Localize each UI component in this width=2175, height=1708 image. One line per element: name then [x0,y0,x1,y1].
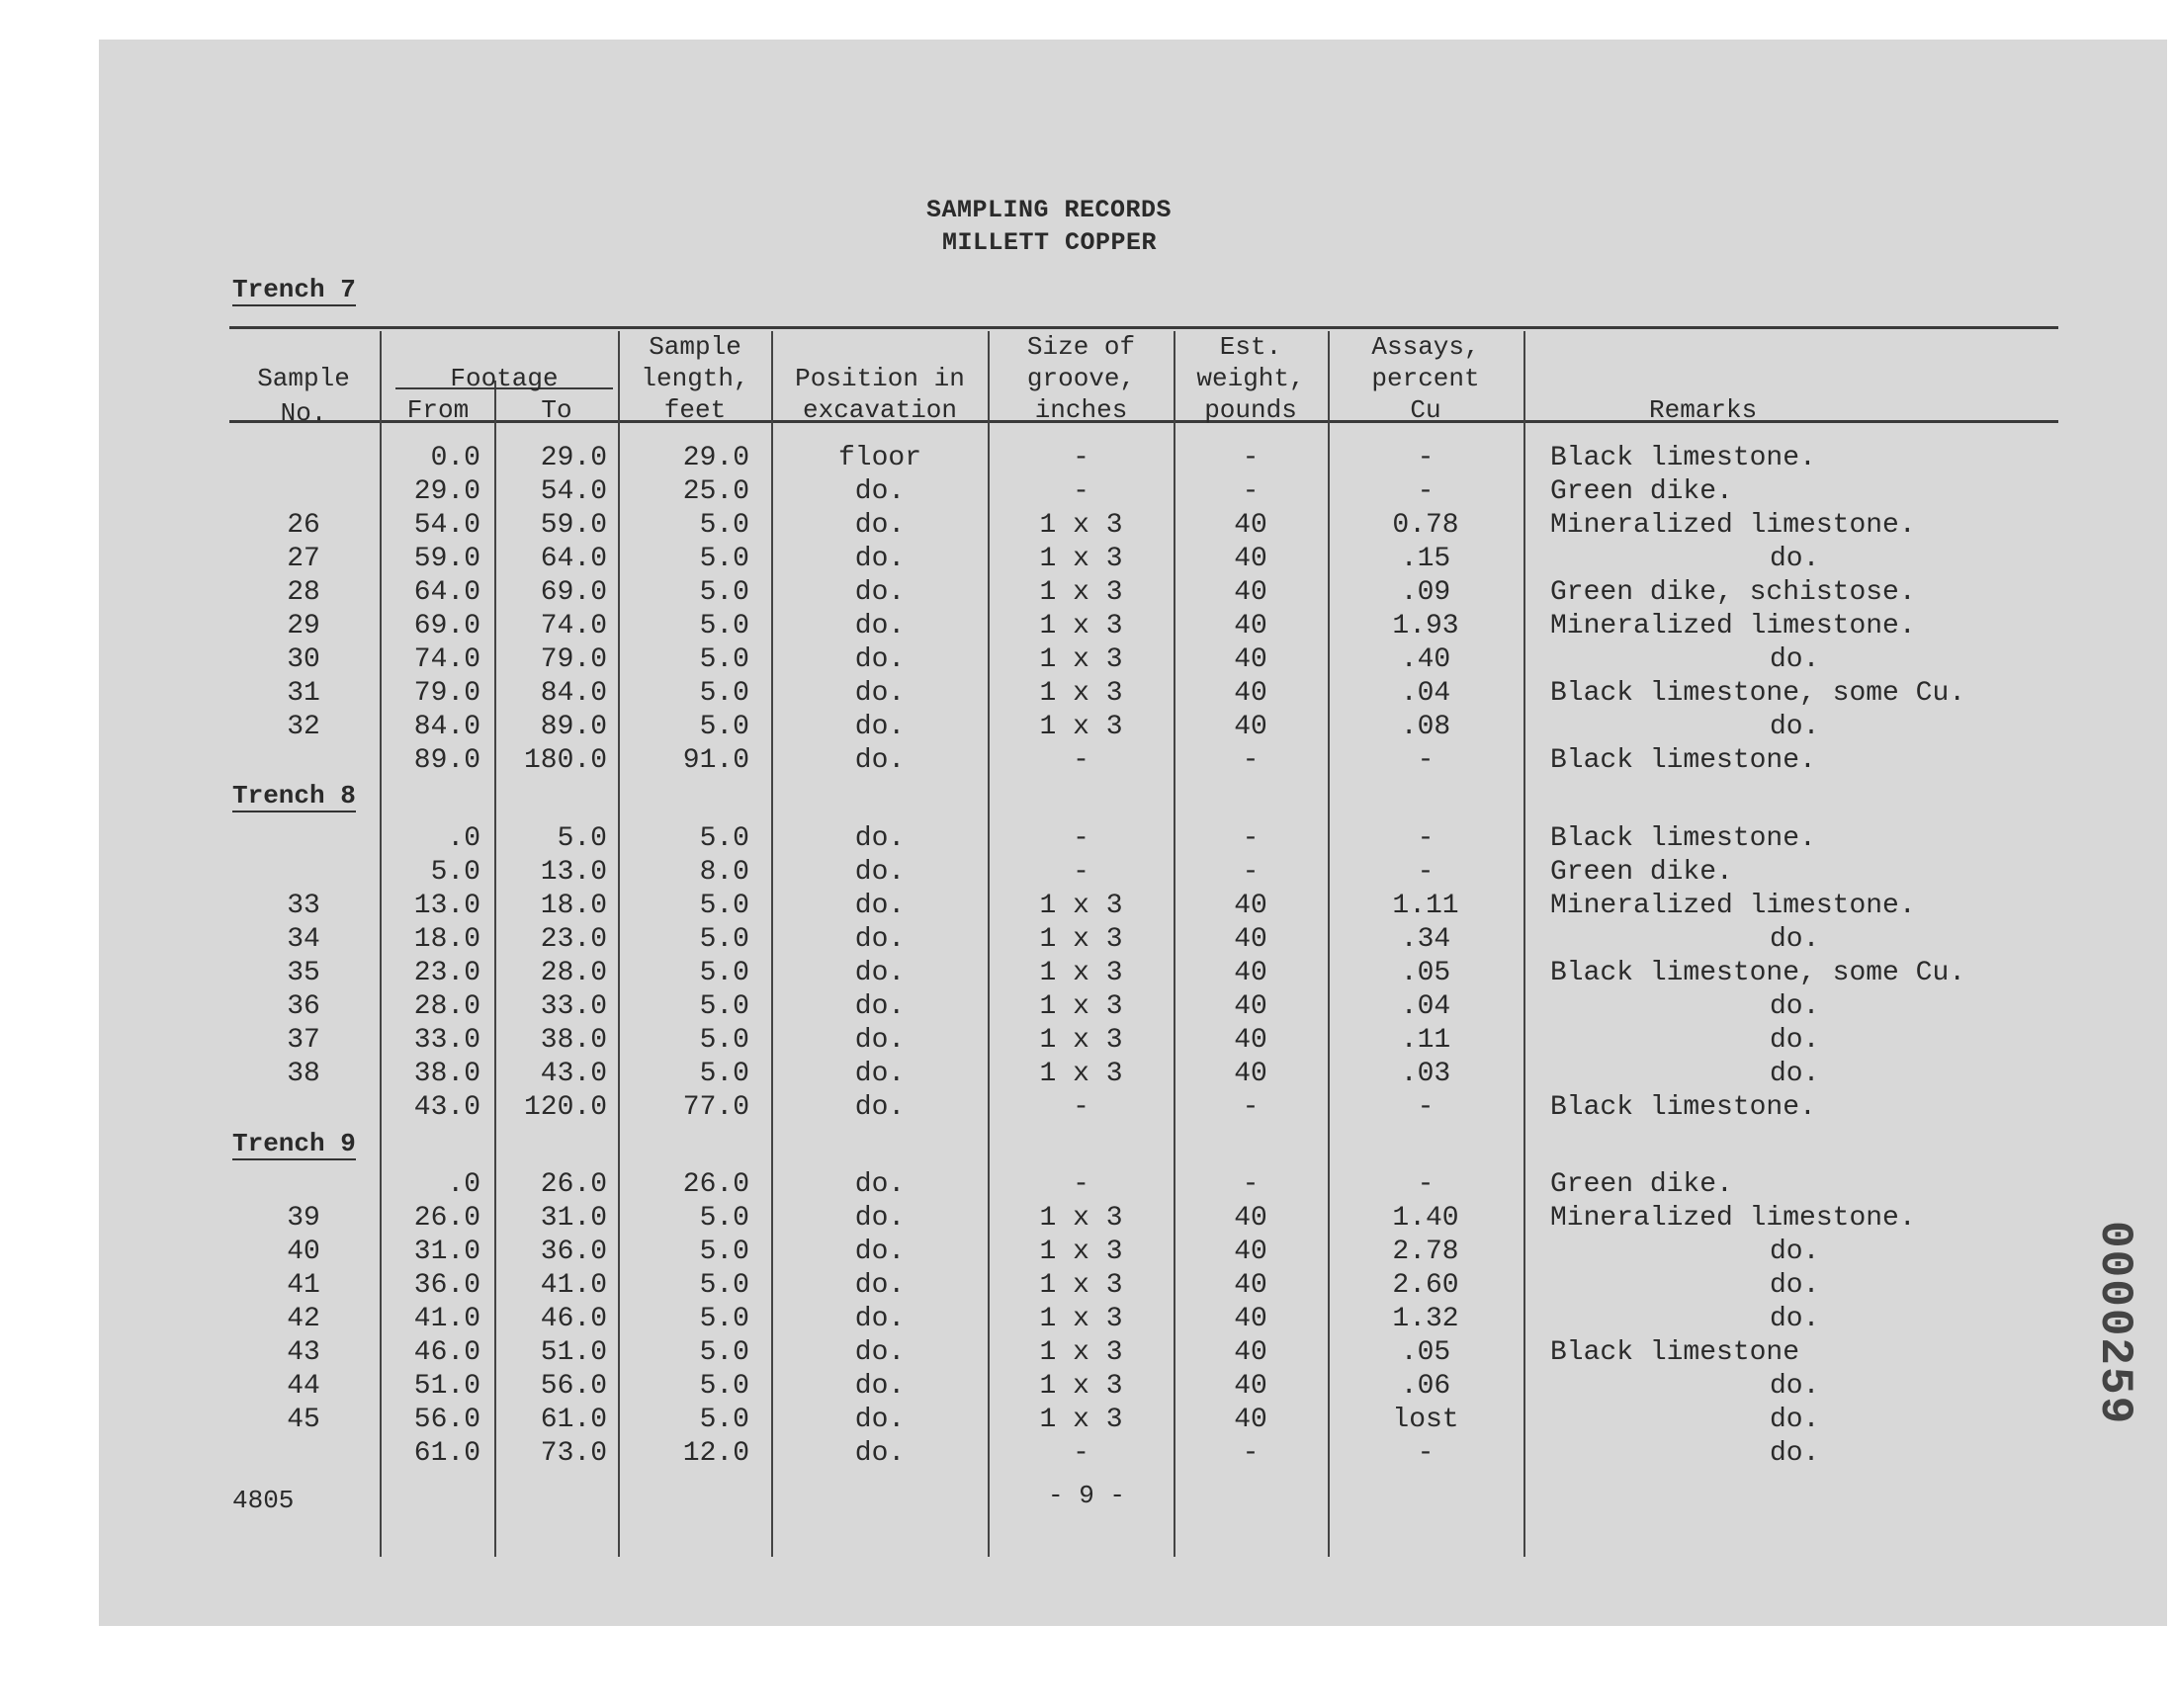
assay-cu-cell: .40 [1400,644,1451,675]
remarks-cell: do. [1770,991,1820,1022]
footage-from-cell: 33.0 [413,1025,480,1056]
remarks-cell: do. [1770,1025,1820,1056]
assay-cu-cell: - [1417,823,1435,854]
footage-to-cell: 36.0 [540,1237,607,1267]
sample-no-cell: 39 [287,1203,320,1234]
position-cell: do. [854,1203,906,1234]
page-number: - 9 - [1048,1481,1126,1510]
remarks-cell: Green dike. [1550,476,1733,507]
assay-cu-cell: 2.78 [1392,1237,1459,1267]
column-divider [988,331,990,1557]
groove-size-cell: - [1073,443,1089,473]
footage-from-cell: 56.0 [413,1405,480,1435]
remarks-cell: do. [1770,1237,1820,1267]
footage-from-cell: 5.0 [430,857,480,888]
groove-size-cell: 1 x 3 [1039,1405,1123,1435]
footage-to-cell: 33.0 [540,991,607,1022]
footage-to-cell: 180.0 [523,745,607,776]
assay-cu-cell: - [1417,1169,1435,1200]
position-cell: do. [854,1092,906,1123]
sample-length-cell: 5.0 [699,544,749,574]
trench-label: Trench 7 [232,275,356,304]
footage-from-cell: 41.0 [413,1304,480,1334]
groove-size-cell: 1 x 3 [1039,611,1123,641]
footage-to-cell: 59.0 [540,510,607,541]
sample-length-cell: 91.0 [682,745,749,776]
sample-length-cell: 5.0 [699,1337,749,1368]
weight-cell: - [1242,1438,1260,1469]
footage-from-cell: 74.0 [413,644,480,675]
footage-from-cell: 26.0 [413,1203,480,1234]
footage-to-cell: 41.0 [540,1270,607,1301]
footage-from-cell: 79.0 [413,678,480,709]
column-header-sample-no: Sample [257,364,350,393]
footage-from-cell: 31.0 [413,1237,480,1267]
sample-length-cell: 5.0 [699,958,749,988]
groove-size-cell: 1 x 3 [1039,958,1123,988]
footage-from-cell: 18.0 [413,924,480,955]
sample-length-cell: 5.0 [699,510,749,541]
groove-size-cell: 1 x 3 [1039,678,1123,709]
assay-cu-cell: .03 [1400,1059,1451,1089]
remarks-cell: do. [1770,1438,1820,1469]
sample-length-cell: 8.0 [699,857,749,888]
remarks-cell: do. [1770,712,1820,742]
column-divider [494,381,496,1557]
document-title: SAMPLING RECORDS [926,196,1173,224]
weight-cell: 40 [1234,1337,1267,1368]
weight-cell: 40 [1234,1371,1267,1402]
footage-to-cell: 38.0 [540,1025,607,1056]
footage-to-cell: 5.0 [557,823,607,854]
column-header-groove: groove, [1026,364,1136,393]
footage-to-cell: 120.0 [523,1092,607,1123]
position-cell: do. [854,1337,906,1368]
column-divider [1328,331,1330,1557]
assay-cu-cell: .05 [1400,1337,1451,1368]
weight-cell: 40 [1234,924,1267,955]
footage-to-cell: 54.0 [540,476,607,507]
sample-length-cell: 5.0 [699,1405,749,1435]
position-cell: do. [854,611,906,641]
assay-cu-cell: - [1417,1438,1435,1469]
position-cell: do. [854,1438,906,1469]
sample-length-cell: 12.0 [682,1438,749,1469]
remarks-cell: do. [1770,1304,1820,1334]
sample-length-cell: 5.0 [699,991,749,1022]
position-cell: do. [854,1270,906,1301]
footage-from-cell: 13.0 [413,891,480,921]
sample-no-cell: 40 [287,1237,320,1267]
position-cell: do. [854,1059,906,1089]
assay-cu-cell: 1.93 [1392,611,1459,641]
weight-cell: 40 [1234,1304,1267,1334]
weight-cell: 40 [1234,1025,1267,1056]
sample-no-cell: 44 [287,1371,320,1402]
column-header-footage: Footage [450,364,559,393]
weight-cell: 40 [1234,958,1267,988]
weight-cell: - [1242,745,1260,776]
sample-no-cell: 26 [287,510,320,541]
footage-to-cell: 28.0 [540,958,607,988]
sample-no-cell: 28 [287,577,320,608]
weight-cell: 40 [1234,891,1267,921]
footage-to-cell: 61.0 [540,1405,607,1435]
footage-to-cell: 13.0 [540,857,607,888]
position-cell: do. [854,1371,906,1402]
position-cell: do. [854,1169,906,1200]
remarks-cell: Black limestone, some Cu. [1550,958,1966,988]
sample-length-cell: 5.0 [699,712,749,742]
position-cell: do. [854,644,906,675]
sample-length-cell: 5.0 [699,1237,749,1267]
column-header-position: Position in [795,364,965,393]
position-cell: do. [854,1025,906,1056]
groove-size-cell: 1 x 3 [1039,1304,1123,1334]
footage-to-cell: 23.0 [540,924,607,955]
footage-to-cell: 89.0 [540,712,607,742]
document-sheet [99,40,2167,1626]
column-header-groove: Size of [1026,332,1136,362]
sample-no-cell: 45 [287,1405,320,1435]
footage-to-cell: 29.0 [540,443,607,473]
weight-cell: 40 [1234,991,1267,1022]
sample-no-cell: 32 [287,712,320,742]
groove-size-cell: 1 x 3 [1039,644,1123,675]
column-header-length: Sample [649,332,741,362]
assay-cu-cell: .04 [1400,678,1451,709]
archive-stamp-number: 0000259 [2089,1221,2140,1426]
groove-size-cell: 1 x 3 [1039,1237,1123,1267]
remarks-cell: do. [1770,1059,1820,1089]
assay-cu-cell: - [1417,745,1435,776]
assay-cu-cell: .06 [1400,1371,1451,1402]
sample-length-cell: 5.0 [699,924,749,955]
sample-length-cell: 5.0 [699,891,749,921]
weight-cell: - [1242,823,1260,854]
weight-cell: 40 [1234,577,1267,608]
footage-to-cell: 74.0 [540,611,607,641]
column-header-length: length, [641,364,749,393]
column-header-weight: pounds [1204,395,1297,425]
footage-from-cell: 0.0 [430,443,480,473]
groove-size-cell: 1 x 3 [1039,510,1123,541]
footage-to-cell: 56.0 [540,1371,607,1402]
sample-no-cell: 34 [287,924,320,955]
position-cell: do. [854,476,906,507]
assay-cu-cell: .34 [1400,924,1451,955]
weight-cell: 40 [1234,1203,1267,1234]
column-header-from: From [406,395,470,425]
sample-no-cell: 38 [287,1059,320,1089]
remarks-cell: Green dike, schistose. [1550,577,1916,608]
remarks-cell: do. [1770,544,1820,574]
sample-length-cell: 5.0 [699,611,749,641]
trench-label: Trench 8 [232,781,356,811]
footage-from-cell: 54.0 [413,510,480,541]
footage-to-cell: 84.0 [540,678,607,709]
position-cell: do. [854,958,906,988]
column-header-groove: inches [1034,395,1128,425]
column-header-assay: Assays, [1371,332,1480,362]
sample-length-cell: 5.0 [699,1270,749,1301]
remarks-cell: do. [1770,1371,1820,1402]
column-divider [771,331,773,1557]
assay-cu-cell: .09 [1400,577,1451,608]
column-header-length: feet [663,395,727,425]
remarks-cell: Black limestone, some Cu. [1550,678,1966,709]
column-header-weight: Est. [1219,332,1282,362]
position-cell: do. [854,891,906,921]
remarks-cell: do. [1770,1270,1820,1301]
assay-cu-cell: .05 [1400,958,1451,988]
groove-size-cell: 1 x 3 [1039,1270,1123,1301]
groove-size-cell: 1 x 3 [1039,1337,1123,1368]
sample-no-cell: 41 [287,1270,320,1301]
groove-size-cell: 1 x 3 [1039,1025,1123,1056]
column-header-sample-no: No. [280,398,327,428]
groove-size-cell: 1 x 3 [1039,924,1123,955]
document-subtitle: MILLETT COPPER [942,228,1158,257]
sample-length-cell: 26.0 [682,1169,749,1200]
assay-cu-cell: .11 [1400,1025,1451,1056]
footage-from-cell: 29.0 [413,476,480,507]
groove-size-cell: 1 x 3 [1039,1203,1123,1234]
groove-size-cell: 1 x 3 [1039,577,1123,608]
footage-from-cell: 28.0 [413,991,480,1022]
footage-from-cell: 46.0 [413,1337,480,1368]
footage-to-cell: 51.0 [540,1337,607,1368]
document-number: 4805 [232,1486,295,1515]
assay-cu-cell: lost [1392,1405,1459,1435]
footage-from-cell: 38.0 [413,1059,480,1089]
position-cell: do. [854,991,906,1022]
column-divider [618,331,620,1557]
weight-cell: 40 [1234,611,1267,641]
weight-cell: 40 [1234,1059,1267,1089]
assay-cu-cell: 1.40 [1392,1203,1459,1234]
footage-from-cell: 36.0 [413,1270,480,1301]
column-divider [1523,331,1525,1557]
footage-to-cell: 64.0 [540,544,607,574]
footage-from-cell: 69.0 [413,611,480,641]
remarks-cell: do. [1770,1405,1820,1435]
footage-from-cell: 43.0 [413,1092,480,1123]
remarks-cell: Mineralized limestone. [1550,891,1916,921]
sample-length-cell: 5.0 [699,1025,749,1056]
weight-cell: - [1242,476,1260,507]
groove-size-cell: - [1073,1092,1089,1123]
remarks-cell: Black limestone. [1550,443,1816,473]
header-top-rule [229,326,2058,329]
groove-size-cell: 1 x 3 [1039,991,1123,1022]
remarks-cell: Green dike. [1550,1169,1733,1200]
sample-length-cell: 5.0 [699,577,749,608]
sample-no-cell: 36 [287,991,320,1022]
column-header-assay: percent [1371,364,1480,393]
footage-from-cell: .0 [447,1169,480,1200]
column-header-remarks: Remarks [1649,395,1758,425]
groove-size-cell: - [1073,1169,1089,1200]
groove-size-cell: - [1073,476,1089,507]
position-cell: do. [854,745,906,776]
sample-length-cell: 5.0 [699,678,749,709]
position-cell: do. [854,712,906,742]
position-cell: floor [837,443,921,473]
assay-cu-cell: 2.60 [1392,1270,1459,1301]
remarks-cell: Black limestone. [1550,745,1816,776]
footage-to-cell: 18.0 [540,891,607,921]
sample-length-cell: 5.0 [699,823,749,854]
sample-no-cell: 27 [287,544,320,574]
weight-cell: 40 [1234,510,1267,541]
groove-size-cell: 1 x 3 [1039,1371,1123,1402]
groove-size-cell: - [1073,823,1089,854]
sample-length-cell: 77.0 [682,1092,749,1123]
sample-length-cell: 5.0 [699,1304,749,1334]
groove-size-cell: 1 x 3 [1039,544,1123,574]
footage-from-cell: 89.0 [413,745,480,776]
sample-length-cell: 29.0 [682,443,749,473]
weight-cell: - [1242,1092,1260,1123]
remarks-cell: Green dike. [1550,857,1733,888]
sample-length-cell: 25.0 [682,476,749,507]
position-cell: do. [854,1405,906,1435]
assay-cu-cell: 0.78 [1392,510,1459,541]
position-cell: do. [854,1237,906,1267]
remarks-cell: Black limestone [1550,1337,1800,1368]
column-divider [380,331,382,1557]
position-cell: do. [854,1304,906,1334]
remarks-cell: Mineralized limestone. [1550,510,1916,541]
sample-length-cell: 5.0 [699,1203,749,1234]
column-header-to: To [541,395,572,425]
column-divider [1174,331,1175,1557]
footage-to-cell: 31.0 [540,1203,607,1234]
groove-size-cell: 1 x 3 [1039,891,1123,921]
footage-to-cell: 79.0 [540,644,607,675]
groove-size-cell: - [1073,857,1089,888]
sample-no-cell: 30 [287,644,320,675]
remarks-cell: Mineralized limestone. [1550,1203,1916,1234]
remarks-cell: do. [1770,644,1820,675]
weight-cell: 40 [1234,1237,1267,1267]
footage-from-cell: 84.0 [413,712,480,742]
footage-from-cell: .0 [447,823,480,854]
footage-to-cell: 69.0 [540,577,607,608]
sample-no-cell: 42 [287,1304,320,1334]
groove-size-cell: - [1073,745,1089,776]
weight-cell: 40 [1234,544,1267,574]
remarks-cell: Mineralized limestone. [1550,611,1916,641]
weight-cell: - [1242,1169,1260,1200]
weight-cell: 40 [1234,678,1267,709]
assay-cu-cell: - [1417,1092,1435,1123]
weight-cell: 40 [1234,1270,1267,1301]
position-cell: do. [854,577,906,608]
column-header-weight: weight, [1196,364,1305,393]
assay-cu-cell: 1.32 [1392,1304,1459,1334]
weight-cell: - [1242,857,1260,888]
sample-no-cell: 37 [287,1025,320,1056]
assay-cu-cell: .08 [1400,712,1451,742]
sample-no-cell: 31 [287,678,320,709]
sample-length-cell: 5.0 [699,1371,749,1402]
remarks-cell: do. [1770,924,1820,955]
position-cell: do. [854,924,906,955]
groove-size-cell: 1 x 3 [1039,712,1123,742]
footage-from-cell: 51.0 [413,1371,480,1402]
sample-length-cell: 5.0 [699,644,749,675]
assay-cu-cell: .04 [1400,991,1451,1022]
footage-from-cell: 61.0 [413,1438,480,1469]
column-header-position: excavation [802,395,958,425]
assay-cu-cell: - [1417,857,1435,888]
weight-cell: 40 [1234,644,1267,675]
position-cell: do. [854,510,906,541]
assay-cu-cell: .15 [1400,544,1451,574]
assay-cu-cell: 1.11 [1392,891,1459,921]
sample-no-cell: 35 [287,958,320,988]
footage-to-cell: 46.0 [540,1304,607,1334]
footage-to-cell: 73.0 [540,1438,607,1469]
position-cell: do. [854,857,906,888]
sample-no-cell: 29 [287,611,320,641]
footage-from-cell: 23.0 [413,958,480,988]
groove-size-cell: - [1073,1438,1089,1469]
column-header-assay: Cu [1410,395,1441,425]
trench-label: Trench 9 [232,1129,356,1158]
sample-length-cell: 5.0 [699,1059,749,1089]
weight-cell: 40 [1234,712,1267,742]
sample-no-cell: 33 [287,891,320,921]
assay-cu-cell: - [1417,476,1435,507]
weight-cell: - [1242,443,1260,473]
position-cell: do. [854,678,906,709]
footage-from-cell: 59.0 [413,544,480,574]
groove-size-cell: 1 x 3 [1039,1059,1123,1089]
footage-to-cell: 26.0 [540,1169,607,1200]
sample-no-cell: 43 [287,1337,320,1368]
remarks-cell: Black limestone. [1550,823,1816,854]
assay-cu-cell: - [1417,443,1435,473]
position-cell: do. [854,544,906,574]
footage-to-cell: 43.0 [540,1059,607,1089]
position-cell: do. [854,823,906,854]
remarks-cell: Black limestone. [1550,1092,1816,1123]
footage-from-cell: 64.0 [413,577,480,608]
weight-cell: 40 [1234,1405,1267,1435]
